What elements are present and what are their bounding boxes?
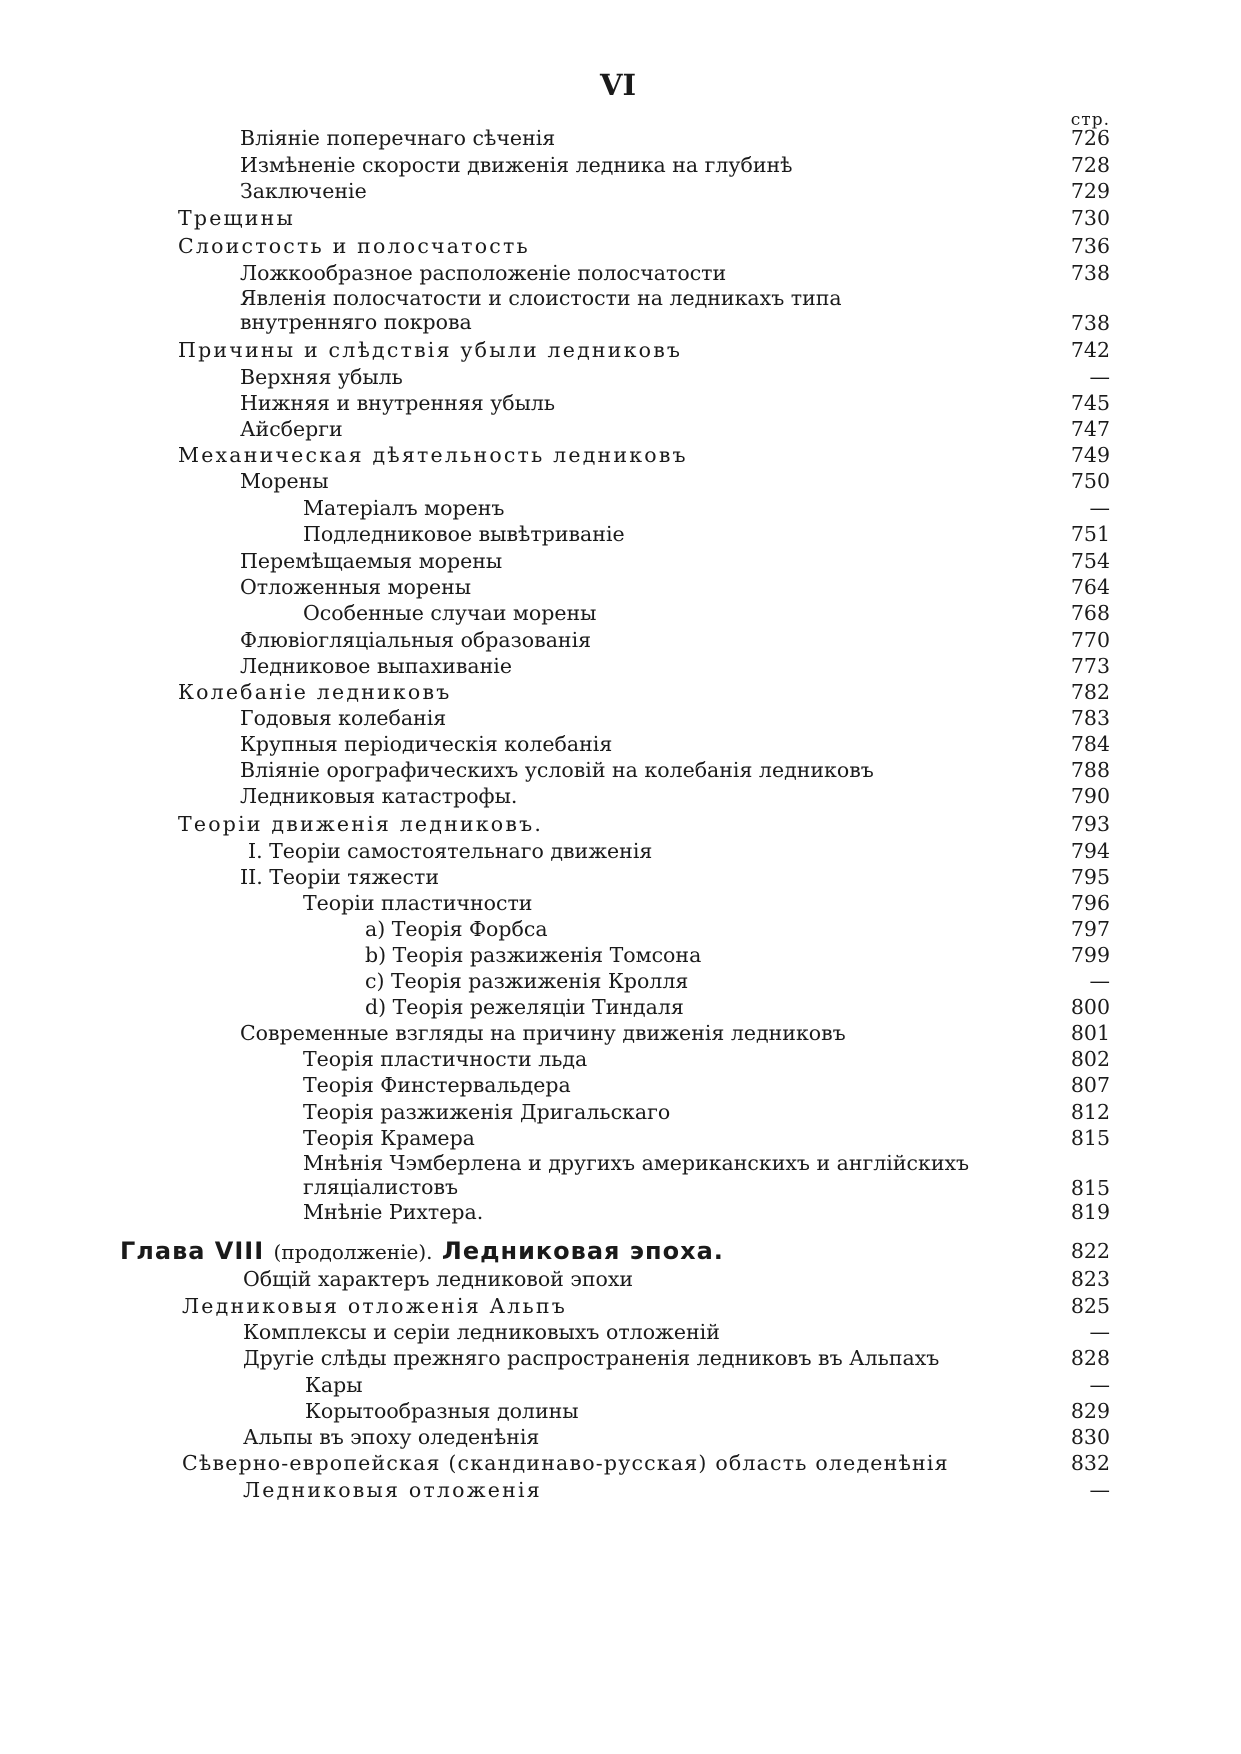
- toc-entry-page: 802: [1070, 1047, 1110, 1071]
- toc-entry-page: 796: [1070, 891, 1110, 915]
- toc-entry-page: —: [1089, 365, 1110, 389]
- toc-entry-page: 795: [1070, 865, 1110, 889]
- toc-entry-title: Теорія Финстервальдера: [303, 1073, 571, 1097]
- toc-entry-page: 830: [1070, 1425, 1110, 1449]
- toc-entry-page: 751: [1070, 522, 1110, 546]
- toc-entry-title: Морены: [240, 469, 329, 493]
- toc-section-title: Механическая дѣятельность ледниковъ: [178, 443, 688, 467]
- toc-entry-page: 783: [1070, 706, 1110, 730]
- toc-entry-title: Теорія Крамера: [303, 1126, 475, 1150]
- toc-entry-title: Особенные случаи морены: [303, 601, 597, 625]
- toc-entry-title: Общій характеръ ледниковой эпохи: [243, 1267, 634, 1291]
- toc-entry-title: Отложенныя морены: [240, 575, 472, 599]
- toc-entry: [0, 1151, 1241, 1201]
- toc-entry-page: 801: [1070, 1021, 1110, 1045]
- toc-entry-page: 738: [1070, 311, 1110, 335]
- toc-entry-page: 726: [1070, 126, 1110, 150]
- toc-entry-page: 728: [1070, 153, 1110, 177]
- page-number: VI: [600, 68, 637, 102]
- toc-entry-page: 832: [1070, 1451, 1110, 1475]
- toc-entry-title: Теоріи пластичности: [303, 891, 533, 915]
- toc-entry-page: 797: [1070, 917, 1110, 941]
- toc-section-title: Причины и слѣдствія убыли ледниковъ: [178, 338, 683, 362]
- toc-entry-page: 736: [1070, 234, 1110, 258]
- toc-entry-page: 815: [1070, 1126, 1110, 1150]
- toc-entry-title: c) Теорія разжиженія Кролля: [365, 969, 689, 993]
- toc-entry-title: Флювіогляціальныя образованія: [240, 628, 592, 652]
- toc-entry-page: —: [1089, 1478, 1110, 1502]
- toc-section-title: Трещины: [178, 206, 296, 230]
- toc-entry-title: a) Теорія Форбса: [365, 917, 548, 941]
- toc-entry-title: Нижняя и внутренняя убыль: [240, 391, 556, 415]
- toc-entry-page: 770: [1070, 628, 1110, 652]
- toc-section-title: Слоистость и полосчатость: [178, 234, 530, 258]
- toc-entry-page: 768: [1070, 601, 1110, 625]
- toc-entry-title: Комплексы и серіи ледниковыхъ отложеній: [243, 1320, 720, 1344]
- toc-entry-title: Перемѣщаемыя морены: [240, 549, 503, 573]
- chapter-label: Глава VIII: [120, 1237, 265, 1265]
- toc-entry-page: 819: [1070, 1200, 1110, 1224]
- toc-entry-title: Явленія полосчатости и слоистости на ледникахъ типа внутренняго покрова: [240, 286, 842, 334]
- toc-section-title: Ледниковыя отложенія Альпъ: [182, 1294, 567, 1318]
- toc-entry-page: 784: [1070, 732, 1110, 756]
- toc-entry-page: 815: [1070, 1176, 1110, 1200]
- toc-entry-page: 750: [1070, 469, 1110, 493]
- toc-entry-page: —: [1089, 1373, 1110, 1397]
- toc-entry-title: Вліяніе поперечнаго сѣченія: [240, 126, 556, 150]
- toc-entry-title: Айсберги: [240, 417, 343, 441]
- toc-entry-page: 823: [1070, 1267, 1110, 1291]
- toc-entry-title: Современные взгляды на причину движенія ледниковъ: [240, 1021, 846, 1045]
- toc-entry-page: 825: [1070, 1294, 1110, 1318]
- toc-entry-page: —: [1089, 969, 1110, 993]
- toc-entry-title: Измѣненіе скорости движенія ледника на глубинѣ: [240, 153, 793, 177]
- toc-entry-page: —: [1089, 1320, 1110, 1344]
- toc-entry-title: Подледниковое вывѣтриваніе: [303, 522, 625, 546]
- toc-section-title: Сѣверно-европейская (скандинаво-русская) область оледенѣнія: [182, 1451, 949, 1475]
- toc-entry-title: Альпы въ эпоху оледенѣнія: [243, 1425, 540, 1449]
- toc-entry-title: I. Теоріи самостоятельнаго движенія: [248, 839, 653, 863]
- chapter-name: Ледниковая эпоха.: [441, 1237, 724, 1265]
- toc-entry-page: 730: [1070, 206, 1110, 230]
- toc-entry-title: Другіе слѣды прежняго распространенія ледниковъ въ Альпахъ: [243, 1346, 940, 1370]
- toc-entry-page: 812: [1070, 1100, 1110, 1124]
- toc-entry-page: 800: [1070, 995, 1110, 1019]
- toc-entry-page: 742: [1070, 338, 1110, 362]
- toc-entry-page: 773: [1070, 654, 1110, 678]
- toc-entry-page: 790: [1070, 784, 1110, 808]
- toc-entry-page: —: [1089, 496, 1110, 520]
- toc-entry-page: 749: [1070, 443, 1110, 467]
- toc-entry-title: Годовыя колебанія: [240, 706, 447, 730]
- toc-entry-title: Мнѣнія Чэмберлена и другихъ американскихъ и англійскихъ гляціалистовъ: [303, 1151, 970, 1199]
- toc-entry-page: 788: [1070, 758, 1110, 782]
- toc-entry-title: Корытообразныя долины: [305, 1399, 579, 1423]
- toc-entry-page: 822: [1070, 1239, 1110, 1263]
- toc-entry-title: Теорія пластичности льда: [303, 1047, 588, 1071]
- toc-entry-page: 794: [1070, 839, 1110, 863]
- toc-entry-title: Заключеніе: [240, 179, 367, 203]
- toc-entry-page: 738: [1070, 261, 1110, 285]
- toc-entry-title: d) Теорія режеляціи Тиндаля: [365, 995, 684, 1019]
- toc-entry-page: 782: [1070, 680, 1110, 704]
- toc-entry-page: 745: [1070, 391, 1110, 415]
- toc-entry-page: 754: [1070, 549, 1110, 573]
- toc-entry-page: 828: [1070, 1346, 1110, 1370]
- toc-entry-title: Теорія разжиженія Дригальскаго: [303, 1100, 671, 1124]
- toc-entry-title: Матеріалъ моренъ: [303, 496, 505, 520]
- chapter-note: (продолженіе).: [273, 1240, 433, 1264]
- toc-entry: [0, 286, 1241, 336]
- toc-entry-page: 747: [1070, 417, 1110, 441]
- toc-entry-page: 807: [1070, 1073, 1110, 1097]
- toc-entry-title: Верхняя убыль: [240, 365, 403, 389]
- toc-entry-title: b) Теорія разжиженія Томсона: [365, 943, 702, 967]
- toc-entry-title: Ледниковое выпахиваніе: [240, 654, 512, 678]
- toc-entry-title: Вліяніе орографическихъ условій на колебанія ледниковъ: [240, 758, 874, 782]
- toc-entry-page: 764: [1070, 575, 1110, 599]
- toc-entry-title: Ложкообразное расположеніе полосчатости: [240, 261, 727, 285]
- toc-entry-title: Ледниковыя катастрофы.: [240, 784, 518, 808]
- toc-entry-page: 729: [1070, 179, 1110, 203]
- toc-entry-title: Ледниковыя отложенія: [243, 1478, 542, 1502]
- toc-entry-page: 799: [1070, 943, 1110, 967]
- page-column-header: стр.: [1070, 110, 1110, 130]
- toc-section-title: Теоріи движенія ледниковъ.: [178, 812, 544, 836]
- toc-entry-title: Кары: [305, 1373, 363, 1397]
- toc-entry-title: II. Теоріи тяжести: [240, 865, 439, 889]
- toc-section-title: Колебаніе ледниковъ: [178, 680, 452, 704]
- toc-entry-title: Мнѣніе Рихтера.: [303, 1200, 484, 1224]
- toc-entry-title: Крупныя періодическія колебанія: [240, 732, 613, 756]
- toc-entry-page: 829: [1070, 1399, 1110, 1423]
- toc-entry-page: 793: [1070, 812, 1110, 836]
